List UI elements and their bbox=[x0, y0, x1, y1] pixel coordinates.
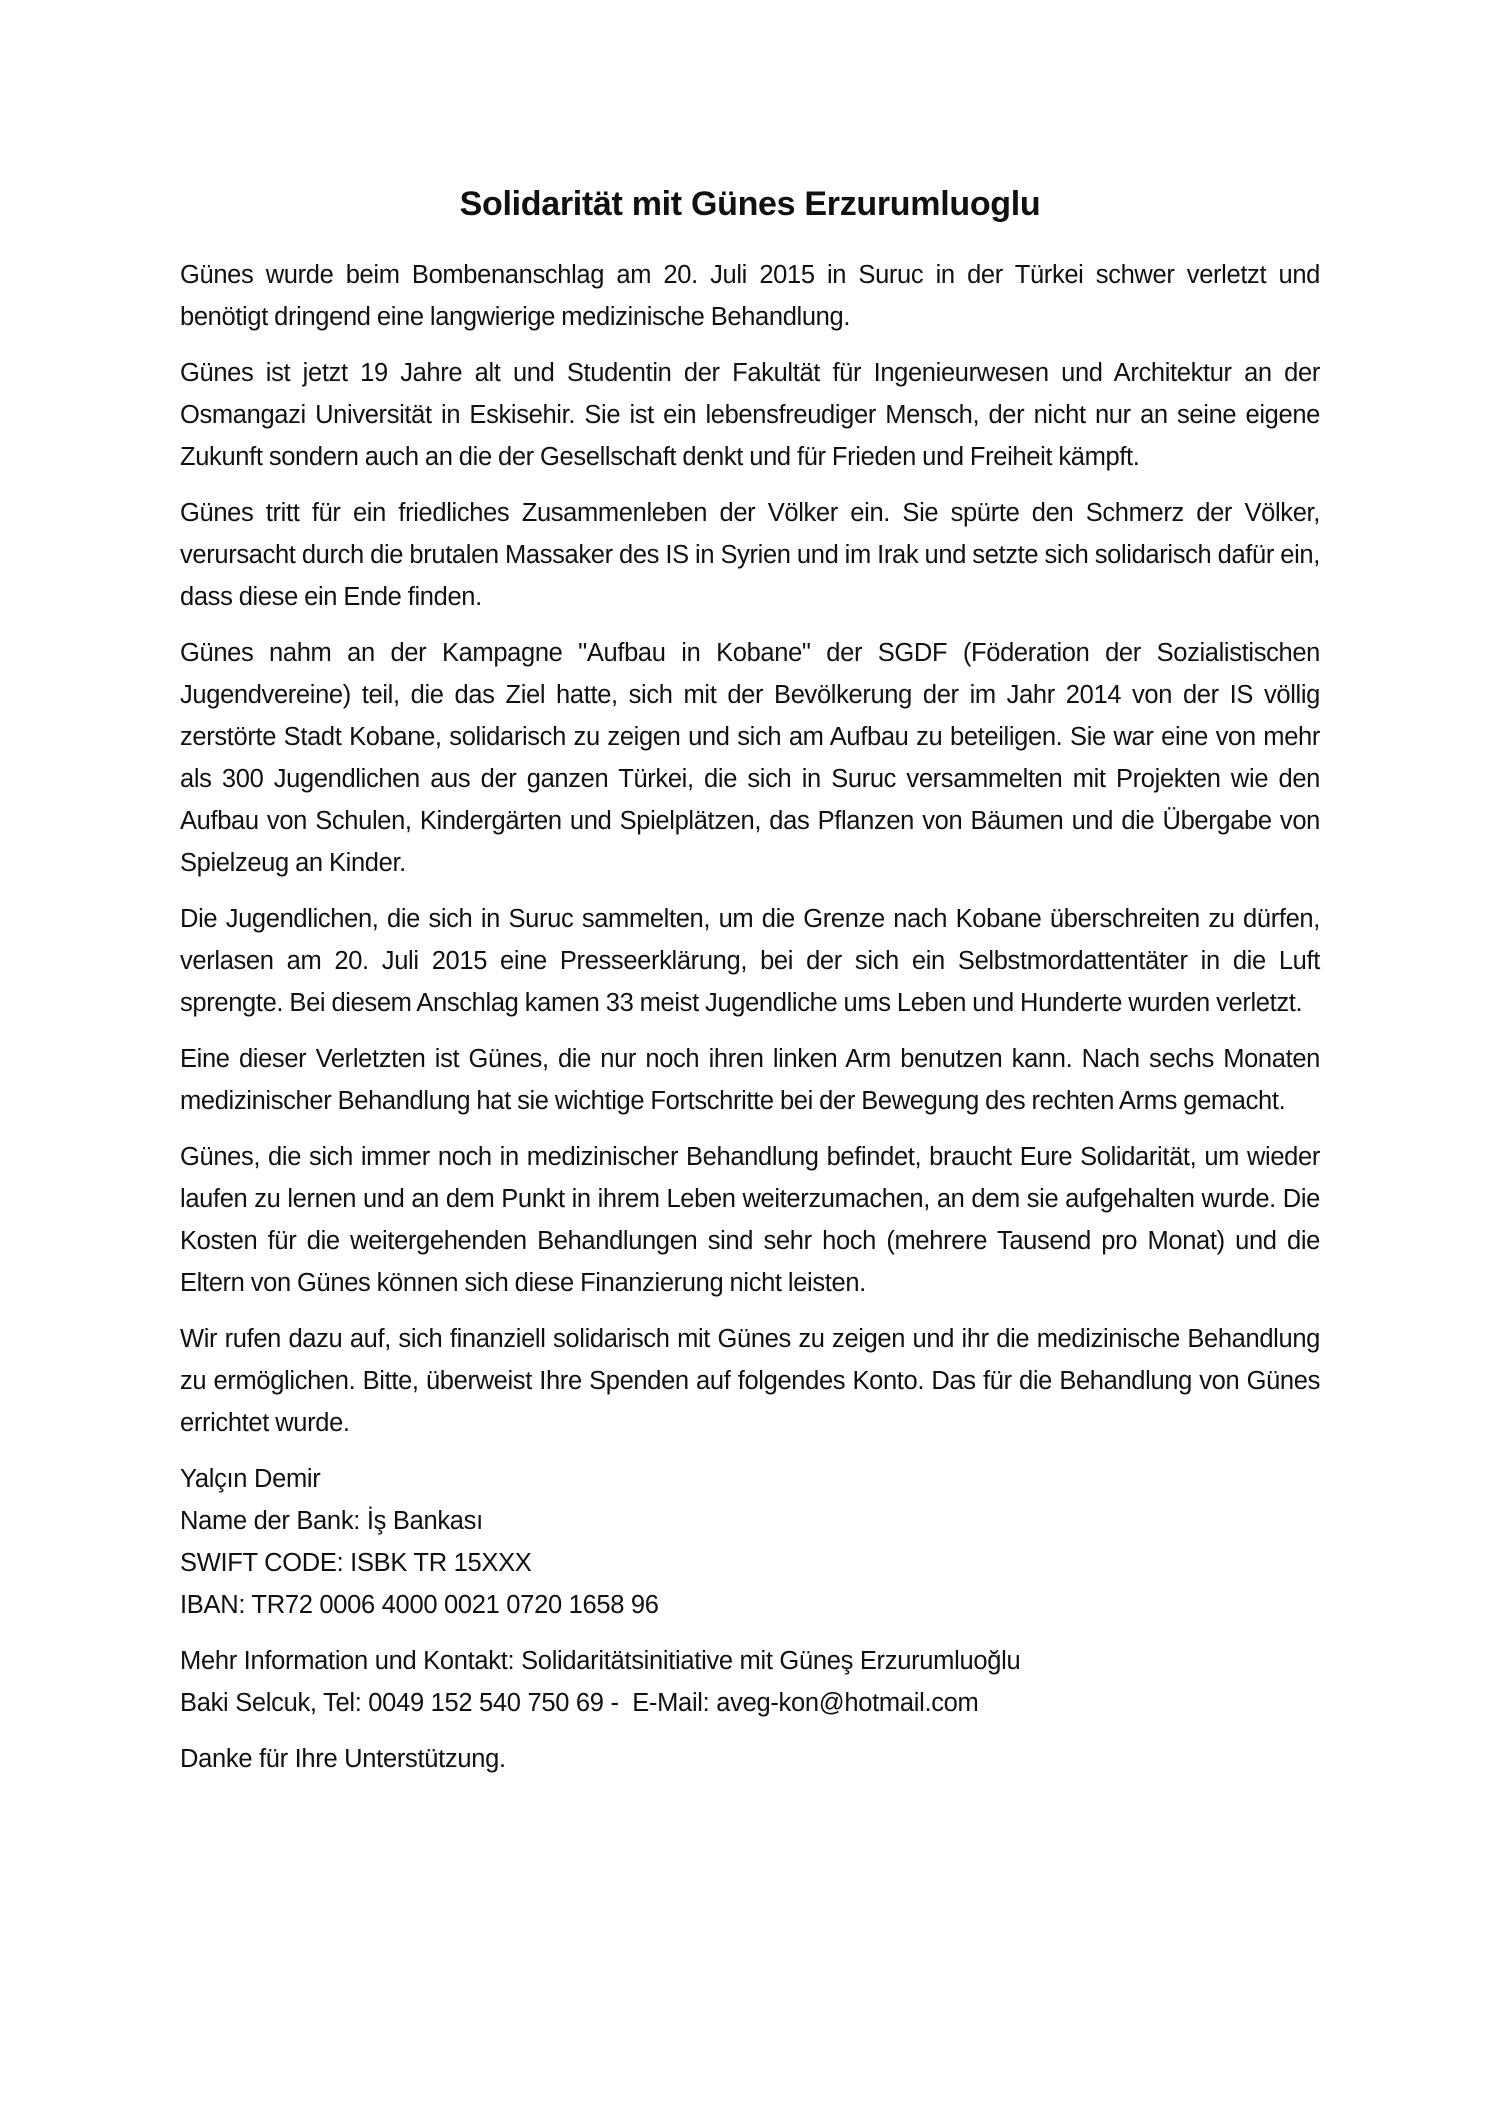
paragraph-kobane-campaign: Günes nahm an der Kampagne "Aufbau in Kobane" der SGDF (Föderation der Sozialistischen Jugendvereine) teil, die das Ziel hatte, sich mit der Bevölkerung der im Jahr 2014 von der IS völlig zerstörte Stadt Kobane, solidarisch zu zeigen und sich am Aufbau zu beteiligen. Sie war eine von mehr als 300 Jugendlichen aus der ganzen Türkei, die sich in Suruc versammelten mit Projekten wie den Aufbau von Schulen, Kindergärten und Spielplätzen, das Pflanzen von Bäumen und die Übergabe von Spielzeug an Kinder. bbox=[180, 639, 1320, 877]
iban: IBAN: TR72 0006 4000 0021 0720 1658 96 bbox=[180, 1591, 659, 1619]
closing-thanks: Danke für Ihre Unterstützung. bbox=[180, 1745, 506, 1773]
paragraph-student: Günes ist jetzt 19 Jahre alt und Studentin der Fakultät für Ingenieurwesen und Architektur an der Osmangazi Universität in Eskisehir. Sie ist ein lebensfreudiger Mensch, der nicht nur an seine eigene Zukunft sondern auch an die der Gesellschaft denkt und für Frieden und Freiheit kämpft. bbox=[180, 359, 1320, 471]
contact-info bbox=[180, 1640, 1320, 1724]
swift-code: SWIFT CODE: ISBK TR 15XXX bbox=[180, 1549, 532, 1577]
contact-phone-email bbox=[180, 1682, 1320, 1724]
contact-phone: Baki Selcuk, Tel: 0049 152 540 750 69 - E-Mail: bbox=[180, 1689, 717, 1717]
closing-block bbox=[180, 1738, 1320, 1780]
document-page bbox=[180, 180, 1320, 1794]
contact-email-link[interactable]: aveg-kon@hotmail.com bbox=[716, 1689, 979, 1717]
paragraph-attack: Die Jugendlichen, die sich in Suruc sammelten, um die Grenze nach Kobane überschreiten zu dürfen, verlasen am 20. Juli 2015 eine Presseerklärung, bei der sich ein Selbstmordattentäter in die Luft sprengte. Bei diesem Anschlag kamen 33 meist Jugendliche ums Leben und Hunderte wurden verletzt. bbox=[180, 905, 1320, 1017]
paragraph-appeal: Wir rufen dazu auf, sich finanziell solidarisch mit Günes zu zeigen und ihr die medizinische Behandlung zu ermöglichen. Bitte, überweist Ihre Spenden auf folgendes Konto. Das für die Behandlung von Günes errichtet wurde. bbox=[180, 1325, 1320, 1437]
bank-details bbox=[180, 1458, 1320, 1626]
paragraph-recovery: Eine dieser Verletzten ist Günes, die nur noch ihren linken Arm benutzen kann. Nach sechs Monaten medizinischer Behandlung hat sie wichtige Fortschritte bei der Bewegung des rechten Arms gemacht. bbox=[180, 1045, 1320, 1115]
account-holder: Yalçın Demir bbox=[180, 1465, 321, 1493]
paragraph-injury: Günes wurde beim Bombenanschlag am 20. Juli 2015 in Suruc in der Türkei schwer verletzt und benötigt dringend eine langwierige medizinische Behandlung. bbox=[180, 261, 1320, 331]
paragraph-peace: Günes tritt für ein friedliches Zusammenleben der Völker ein. Sie spürte den Schmerz der Völker, verursacht durch die brutalen Massaker des IS in Syrien und im Irak und setzte sich solidarisch dafür ein, dass diese ein Ende finden. bbox=[180, 499, 1320, 611]
paragraph-costs: Günes, die sich immer noch in medizinischer Behandlung befindet, braucht Eure Solidarität, um wieder laufen zu lernen und an dem Punkt in ihrem Leben weiterzumachen, an dem sie aufgehalten wurde. Die Kosten für die weitergehenden Behandlungen sind sehr hoch (mehrere Tausend pro Monat) und die Eltern von Günes können sich diese Finanzierung nicht leisten. bbox=[180, 1143, 1320, 1297]
bank-name: Name der Bank: İş Bankası bbox=[180, 1507, 483, 1535]
document-title: Solidarität mit Günes Erzurumluoglu bbox=[459, 185, 1041, 223]
contact-initiative: Mehr Information und Kontakt: Solidaritätsinitiative mit Güneş Erzurumluoğlu bbox=[180, 1647, 1021, 1675]
